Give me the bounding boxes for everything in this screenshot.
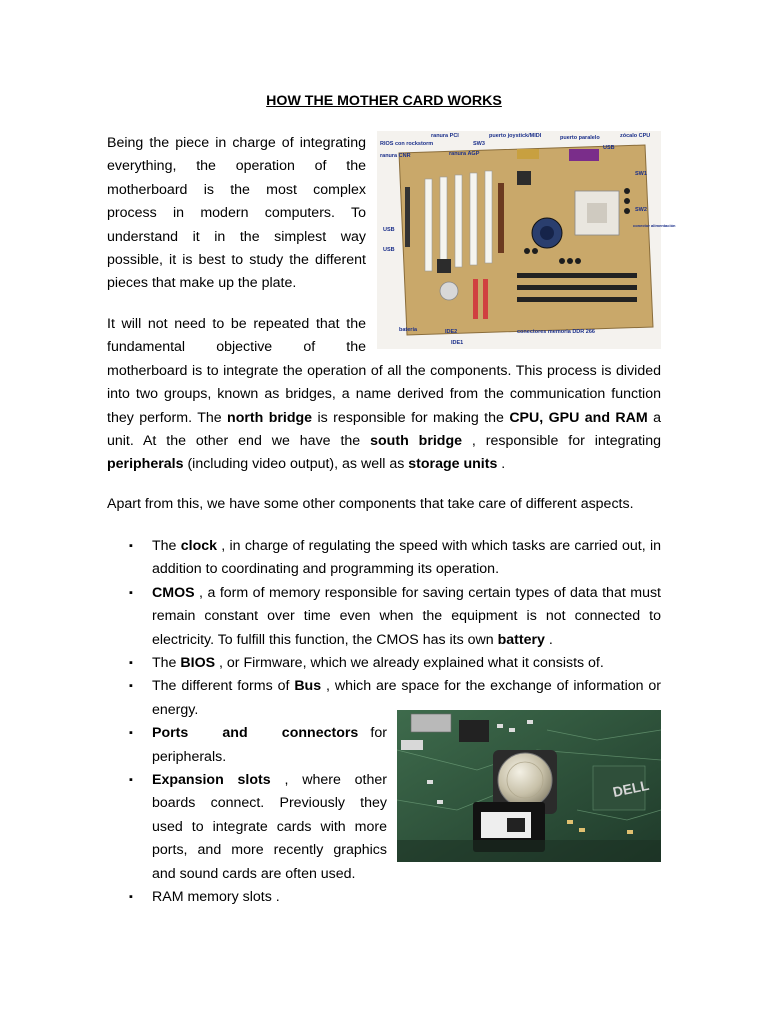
- cpu-gpu-ram-term: CPU, GPU and RAM: [509, 409, 648, 426]
- list-item-clock: [107, 535, 661, 582]
- label-parallel: puerto paralelo: [560, 135, 600, 141]
- list-text: , a form of memory responsible for saving certain types of data that must remain constant over time even when the equipment is not connected to electricity. To fulfill this function, the CMOS has its own: [152, 584, 661, 648]
- label-agp: ranura AGP: [449, 151, 480, 157]
- paragraph-intro: Being the piece in charge of integrating everything, the operation of the motherboard is the most complex process in modern computers. To understand it in the simplest way possible, it is best to study the different pieces that make up the plate.: [107, 135, 366, 292]
- label-usb-top: USB: [603, 145, 615, 151]
- bullet-marker: ▪: [129, 586, 133, 599]
- label-usb-left-1: USB: [383, 227, 395, 233]
- paragraph-bridges-text-4: , responsible for integrating: [462, 433, 661, 450]
- list-item-cmos: [107, 582, 661, 652]
- list-text: The different forms of: [152, 678, 295, 695]
- paragraph-bridges-text: motherboard is to integrate the operation of all the components. This process is divided into two groups, known as bridges, a name derived from the communication function they perform. The: [107, 362, 661, 426]
- bullet-marker: ▪: [129, 891, 133, 904]
- label-cpu-socket: zócalo CPU: [620, 133, 651, 139]
- paragraph-bridges-end: .: [497, 456, 506, 473]
- label-cnr: ranura CNR: [380, 153, 411, 159]
- peripherals-term: peripherals: [107, 456, 184, 473]
- list-item-ports: [107, 722, 387, 769]
- bus-term: Bus: [294, 678, 322, 695]
- cmos-term: CMOS: [152, 584, 195, 601]
- list-item-expansion: [107, 769, 387, 886]
- document-title: HOW THE MOTHER CARD WORKS: [266, 93, 502, 109]
- label-battery: batería: [399, 327, 418, 333]
- label-ide1: IDE1: [451, 340, 464, 346]
- list-text: , in charge of regulating the speed with which tasks are carried out, in addition to coordinating and programming its operation.: [152, 538, 662, 578]
- label-power: conector alimentación: [633, 223, 676, 228]
- bullet-marker: ▪: [129, 774, 133, 787]
- south-bridge-term: south bridge: [370, 433, 463, 450]
- list-text: The: [152, 655, 181, 672]
- list-text: , or Firmware, which we already explained what it consists of.: [215, 655, 604, 672]
- list-text: RAM memory slots .: [152, 889, 280, 906]
- paragraph-bridges-intro: It will not need to be repeated that the fundamental objective of the: [107, 316, 366, 356]
- paragraph-bridges-text-2: is responsible for making the: [312, 409, 510, 426]
- dell-logo-text: DELL: [611, 776, 651, 801]
- label-usb-left-2: USB: [383, 247, 395, 253]
- list-item-bios: [107, 652, 661, 675]
- bullet-marker: ▪: [129, 657, 133, 670]
- label-sw2: SW2: [635, 207, 647, 213]
- clock-term: clock: [180, 538, 218, 554]
- label-sw1: SW1: [635, 171, 647, 177]
- bullet-marker: ▪: [129, 540, 133, 552]
- expansion-slots-term: Expansion slots: [152, 772, 271, 789]
- paragraph-bridges-text-3: a unit. At the other end we have the: [107, 409, 661, 450]
- label-ide2: IDE2: [445, 329, 458, 335]
- label-bios: RIOS con rockstorm: [380, 141, 434, 147]
- list-text: .: [544, 631, 553, 648]
- paragraph-components: Apart from this, we have some other components that take care of different aspects.: [107, 496, 634, 512]
- list-text: , which are space for the exchange of information or energy.: [152, 678, 662, 718]
- circuit-board-photo: [397, 710, 661, 862]
- storage-units-term: storage units: [408, 456, 498, 473]
- bullet-marker: ▪: [129, 680, 133, 693]
- list-text: The: [152, 538, 181, 554]
- label-joystick: puerto joystick/MIDI: [489, 133, 542, 139]
- list-text: , where other boards connect. Previously they used to integrate cards with more ports, and more recently graphics and sound cards are often used.: [152, 772, 388, 882]
- paragraph-bridges: [107, 313, 661, 477]
- north-bridge-term: north bridge: [227, 409, 313, 426]
- ports-connectors-term: Ports and connectors: [152, 725, 359, 742]
- label-pci: ranura PCI: [431, 133, 459, 139]
- label-ddr: conectores memoria DDR 266: [517, 329, 595, 335]
- paragraph-bridges-text-5: (including video output), as well as: [183, 456, 409, 473]
- list-text: for peripherals.: [152, 725, 387, 765]
- bullet-marker: ▪: [129, 727, 133, 740]
- bios-term: BIOS: [180, 655, 216, 672]
- label-sw3: SW3: [473, 141, 485, 147]
- list-item-ram: [107, 886, 661, 909]
- battery-term: battery: [497, 631, 545, 648]
